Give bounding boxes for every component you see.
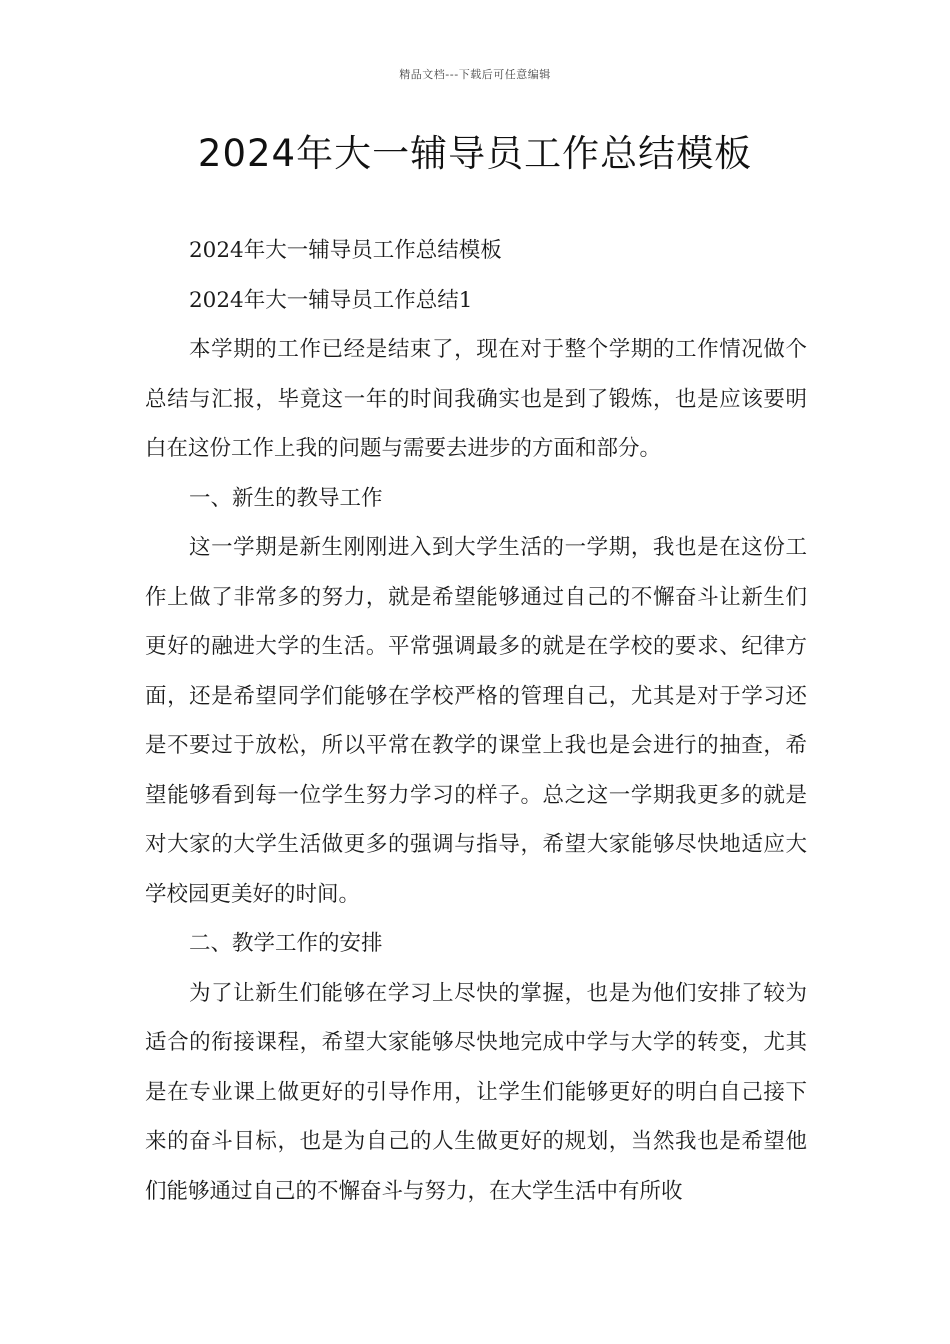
paragraph-subtitle: 2024年大一辅导员工作总结模板	[189, 238, 502, 263]
paragraph-heading-1: 一、新生的教导工作	[189, 485, 383, 511]
paragraph-section-title: 2024年大一辅导员工作总结1	[189, 287, 473, 313]
document-title: 2024年大一辅导员工作总结模板	[197, 132, 753, 175]
document-body	[145, 226, 807, 1216]
paragraph-body-2: 为了让新生们能够在学习上尽快的掌握，也是为他们安排了较为适合的衔接课程，希望大家能够尽快地完成中学与大学的转变，尤其是在专业课上做更好的引导作用，让学生们能够更好的明白自己接下来的奋斗目标，也是为自己的人生做更好的规划，当然我也是希望他们能够通过自己的不懈奋斗与努力，在大学生活中有所收	[145, 980, 807, 1204]
paragraph-heading-2: 二、教学工作的安排	[189, 931, 383, 956]
header-note: 精品文档---下载后可任意编辑	[399, 68, 551, 81]
paragraph-body-1: 这一学期是新生刚刚进入到大学生活的一学期，我也是在这份工作上做了非常多的努力，就是希望能够通过自己的不懈奋斗让新生们更好的融进大学的生活。平常强调最多的就是在学校的要求、纪律方面，还是希望同学们能够在学校严格的管理自己，尤其是对于学习还是不要过于放松，所以平常在教学的课堂上我也是会进行的抽查，希望能够看到每一位学生努力学习的样子。总之这一学期我更多的就是对大家的大学生活做更多的强调与指导，希望大家能够尽快地适应大学校园更美好的时间。	[145, 535, 807, 907]
paragraph-intro: 本学期的工作已经是结束了，现在对于整个学期的工作情况做个总结与汇报，毕竟这一年的时间我确实也是到了锻炼，也是应该要明白在这份工作上我的问题与需要去进步的方面和部分。	[145, 337, 807, 461]
